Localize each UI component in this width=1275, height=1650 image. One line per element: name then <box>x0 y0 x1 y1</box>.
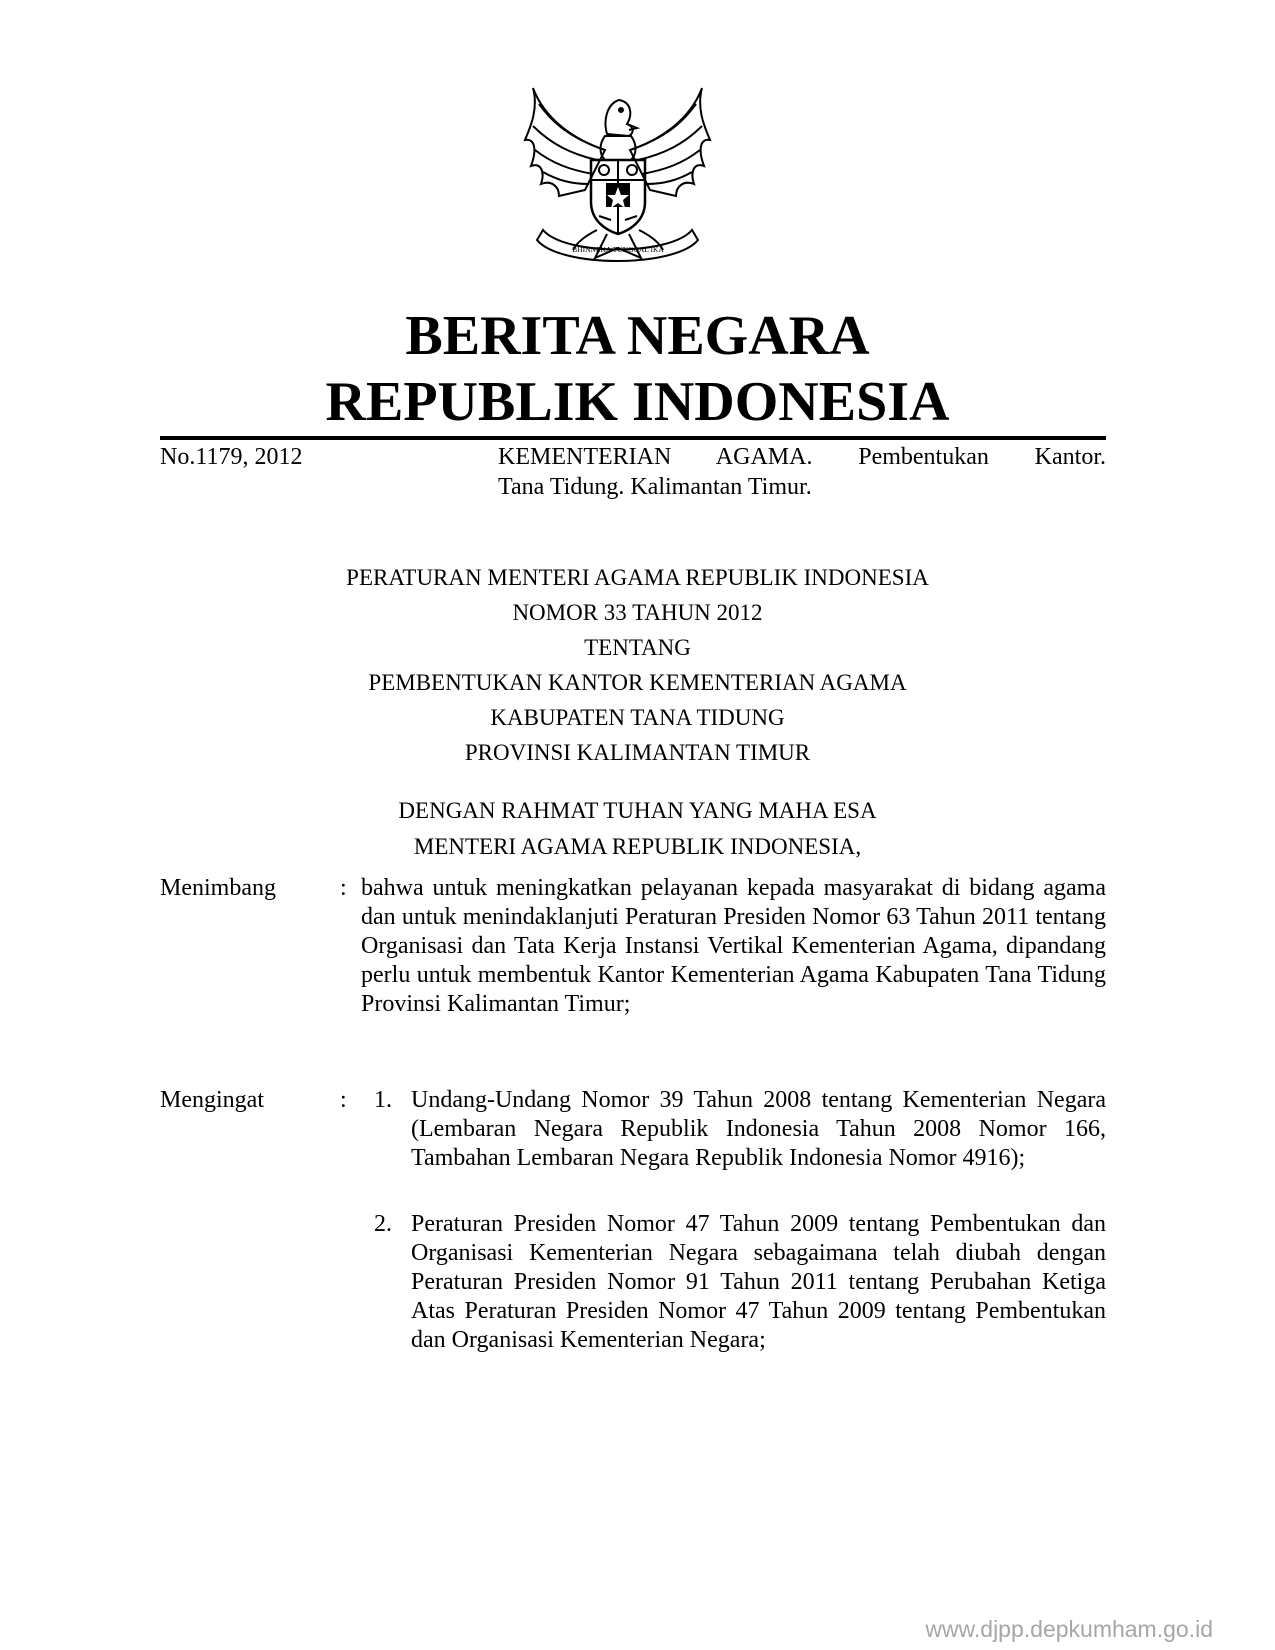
considering-colon: : <box>340 875 347 901</box>
garuda-pancasila-emblem-icon <box>515 80 720 280</box>
considering-label: Menimbang <box>160 875 276 901</box>
publication-subject-line1: KEMENTERIAN AGAMA. Pembentukan Kantor. <box>498 444 1106 470</box>
regulation-title-line: PEMBENTUKAN KANTOR KEMENTERIAN AGAMA <box>368 670 907 695</box>
considering-text: bahwa untuk meningkatkan pelayanan kepada masyarakat di bidang agama dan untuk menindaklanjuti Peraturan Presiden Nomor 63 Tahun 2011 tentang Organisasi dan Tata Kerja Instansi Vertikal Kementerian Agama, dipandang perlu untuk membentuk Kantor Kementerian Agama Kabupaten Tana Tidung Provinsi Kalimantan Timur; <box>361 875 1106 1017</box>
masthead-title-line1: BERITA NEGARA <box>405 305 870 367</box>
recalling-item-number: 1. <box>374 1087 392 1113</box>
regulation-title-line: PERATURAN MENTERI AGAMA REPUBLIK INDONESIA <box>346 565 929 590</box>
recalling-label: Mengingat <box>160 1087 264 1113</box>
publication-number: No.1179, 2012 <box>160 444 303 470</box>
footer-url: www.djpp.depkumham.go.id <box>925 1616 1213 1642</box>
masthead-divider <box>160 436 1106 440</box>
masthead-title-line2: REPUBLIK INDONESIA <box>325 371 950 433</box>
recalling-colon: : <box>340 1087 347 1113</box>
preamble <box>0 793 1275 865</box>
regulation-title-line: TENTANG <box>584 635 691 660</box>
regulation-title <box>0 560 1275 770</box>
recalling-item-text: Undang-Undang Nomor 39 Tahun 2008 tentang Kementerian Negara (Lembaran Negara Republik Indonesia Tahun 2008 Nomor 166, Tambahan Lembaran Negara Republik Indonesia Nomor 4916); <box>411 1087 1106 1171</box>
recalling-item-number: 2. <box>374 1211 392 1237</box>
preamble-line: DENGAN RAHMAT TUHAN YANG MAHA ESA <box>398 798 877 823</box>
publication-subject <box>498 442 1106 502</box>
preamble-line: MENTERI AGAMA REPUBLIK INDONESIA, <box>413 834 862 859</box>
emblem-motto: BHINNEKA TUNGGAL IKA <box>572 245 664 254</box>
regulation-title-line: KABUPATEN TANA TIDUNG <box>490 705 785 730</box>
publication-subject-line2: Tana Tidung. Kalimantan Timur. <box>498 474 812 500</box>
regulation-title-line: NOMOR 33 TAHUN 2012 <box>512 600 763 625</box>
regulation-title-line: PROVINSI KALIMANTAN TIMUR <box>464 740 811 765</box>
recalling-item-text: Peraturan Presiden Nomor 47 Tahun 2009 tentang Pembentukan dan Organisasi Kementerian Negara sebagaimana telah diubah dengan Peraturan Presiden Nomor 91 Tahun 2011 tentang Perubahan Ketiga Atas Peraturan Presiden Nomor 47 Tahun 2009 tentang Pembentukan dan Organisasi Kementerian Negara; <box>411 1211 1106 1353</box>
